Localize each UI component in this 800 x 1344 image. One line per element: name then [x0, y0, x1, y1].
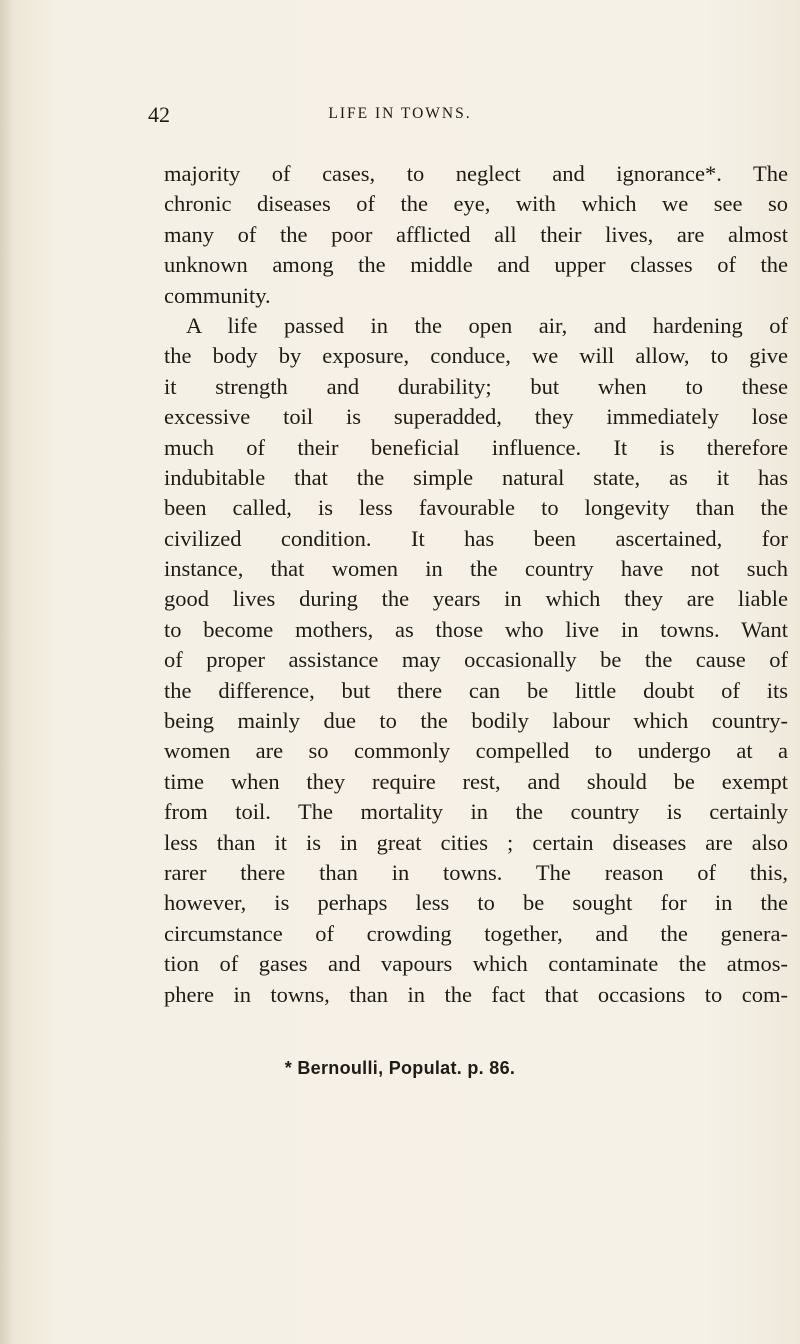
text-line: to become mothers, as those who live in towns. Want: [164, 616, 788, 642]
text-line: it strength and durability; but when to these: [164, 373, 788, 399]
text-line: been called, is less favourable to longevity than the: [164, 495, 788, 521]
body-text: [164, 159, 788, 1010]
text-line: rarer there than in towns. The reason of this,: [164, 859, 788, 885]
text-line: A life passed in the open air, and hardening of: [186, 312, 788, 338]
text-line: good lives during the years in which they are liable: [164, 586, 788, 612]
text-line: indubitable that the simple natural state, as it has: [164, 464, 788, 490]
text-line: the difference, but there can be little doubt of its: [164, 677, 788, 703]
text-line: tion of gases and vapours which contaminate the atmos-: [164, 951, 788, 977]
text-line: from toil. The mortality in the country is certainly: [164, 799, 788, 825]
text-line: civilized condition. It has been ascertained, for: [164, 525, 788, 551]
running-head: LIFE IN TOWNS.: [328, 105, 472, 122]
text-line: however, is perhaps less to be sought for in the: [164, 890, 788, 916]
text-line: phere in towns, than in the fact that occasions to com-: [164, 981, 788, 1007]
text-line: community.: [164, 282, 271, 308]
text-line: instance, that women in the country have not such: [164, 556, 788, 582]
text-line: excessive toil is superadded, they immediately lose: [164, 404, 788, 430]
text-line: of proper assistance may occasionally be the cause of: [164, 647, 788, 673]
text-line: women are so commonly compelled to undergo at a: [164, 738, 788, 764]
text-line: majority of cases, to neglect and ignorance*. The: [164, 161, 788, 186]
text-line: chronic diseases of the eye, with which we see so: [164, 191, 788, 217]
page-gutter-shadow: [0, 0, 14, 1344]
text-line: the body by exposure, conduce, we will allow, to give: [164, 343, 788, 369]
text-line: many of the poor afflicted all their lives, are almost: [164, 221, 788, 247]
page-header: [0, 102, 800, 132]
page-number: 42: [148, 102, 170, 127]
text-line: much of their beneficial influence. It is therefore: [164, 434, 788, 460]
text-line: being mainly due to the bodily labour which country-: [164, 708, 788, 734]
text-line: less than it is in great cities ; certain diseases are also: [164, 829, 788, 855]
text-line: circumstance of crowding together, and the genera-: [164, 920, 788, 946]
footnote: * Bernoulli, Populat. p. 86.: [284, 1058, 516, 1078]
text-line: time when they require rest, and should be exempt: [164, 768, 788, 794]
text-line: unknown among the middle and upper classes of the: [164, 252, 788, 278]
